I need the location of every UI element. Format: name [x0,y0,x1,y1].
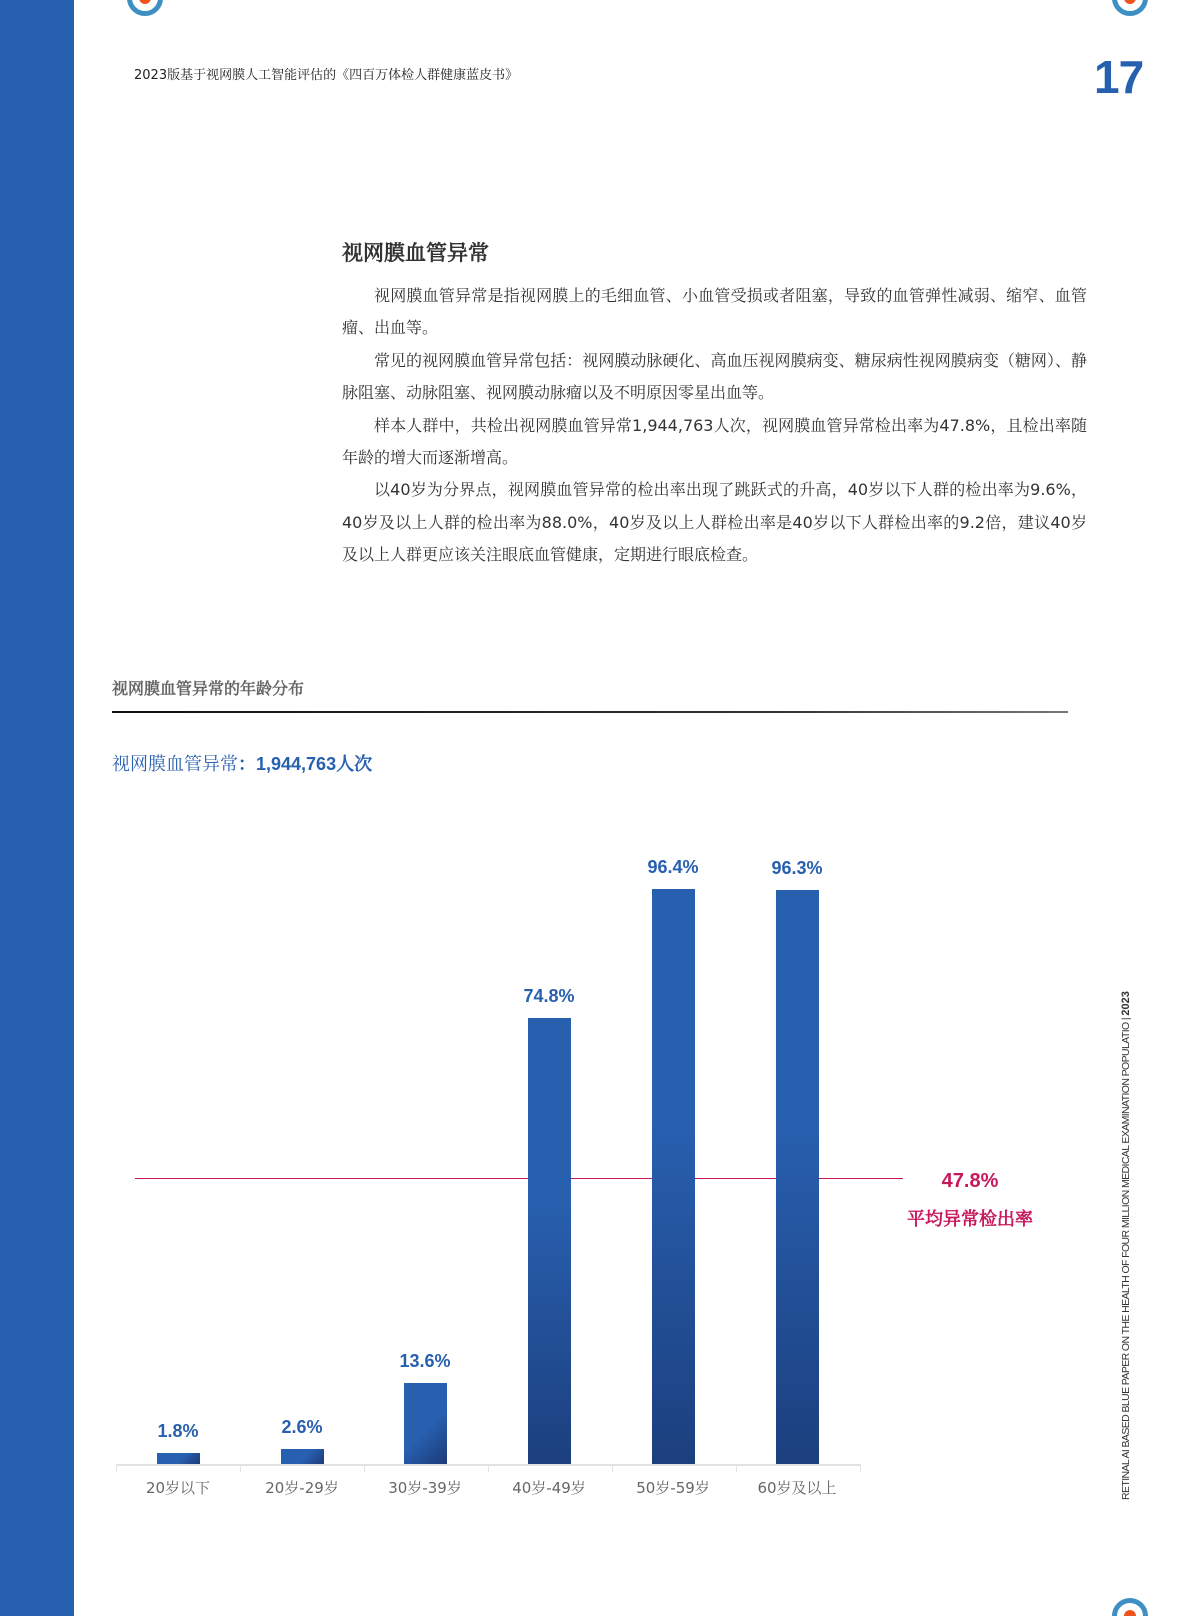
average-reference-line [135,1178,903,1179]
x-axis-category-label: 50岁-59岁 [636,1479,710,1497]
chart-total-label: 视网膜血管异常 [112,754,238,775]
paragraph-types: 常见的视网膜血管异常包括：视网膜动脉硬化、高血压视网膜病变、糖尿病性视网膜病变（糖网）、静脉阻塞、动脉阻塞、视网膜动脉瘤以及不明原因零星出血等。 [342,350,1087,403]
bar-0 [157,1453,200,1464]
bar-value-label: 2.6% [281,1416,323,1437]
x-axis-line [116,1464,860,1466]
x-axis-category-label: 40岁-49岁 [512,1479,586,1497]
average-value-label: 47.8% [941,1170,999,1192]
paragraph-sample-stats: 样本人群中，共检出视网膜血管异常1,944,763人次，视网膜血管异常检出率为47.8%，且检出率随年龄的增大而逐渐增高。 [342,415,1087,468]
bar-4 [652,889,695,1464]
x-axis-category-label: 60岁及以上 [757,1479,837,1497]
x-axis-category-label: 20岁以下 [145,1479,211,1497]
x-axis-tick [364,1464,365,1472]
bar-2 [404,1383,447,1464]
bar-value-label: 96.4% [647,857,699,878]
bar-1 [281,1449,324,1464]
chart-total [112,750,372,776]
decorative-ring-icon-top-right [1112,0,1148,16]
side-text-separator: | [1120,1017,1132,1021]
paragraph-definition: 视网膜血管异常是指视网膜上的毛细血管、小血管受损或者阻塞，导致的血管弹性减弱、缩窄、血管瘤、出血等。 [342,286,1087,338]
bar-5 [776,890,819,1464]
side-text-main: RETINAL AI BASED BLUE PAPER ON THE HEALTH OF FOUR MILLION MEDICAL EXAMINATION POPULATIO [1120,1022,1132,1500]
left-blue-sidebar [0,0,74,1616]
x-axis-tick [612,1464,613,1472]
chart-total-colon: ： [238,754,256,775]
side-text-year: 2023 [1120,991,1132,1016]
average-rate-label: 平均异常检出率 [907,1209,1033,1230]
section-title: 视网膜血管异常 [342,241,489,265]
x-axis-category-label: 20岁-29岁 [265,1479,339,1497]
chart-total-value: 1,944,763人次 [256,754,373,774]
decorative-ring-icon-top-left [127,0,163,16]
bar-value-label: 13.6% [399,1350,451,1371]
running-header-title: 2023版基于视网膜人工智能评估的《四百万体检人群健康蓝皮书》 [134,68,519,83]
bar-3 [528,1018,571,1464]
bar-value-label: 96.3% [771,858,823,879]
paragraph-age-threshold: 以40岁为分界点，视网膜血管异常的检出率出现了跳跃式的升高，40岁以下人群的检出率为9.6%，40岁及以上人群的检出率为88.0%，40岁及以上人群检出率是40岁以下人群检出率的9.2倍，建议40岁及以上人群更应该关注眼底血管健康，定期进行眼底检查。 [342,480,1087,565]
decorative-ring-icon-bottom-right [1112,1598,1148,1616]
page-number: 17 [1094,51,1144,103]
x-axis-tick [736,1464,737,1472]
x-axis-tick [860,1464,861,1472]
bar-value-label: 1.8% [157,1421,199,1442]
bar-value-label: 74.8% [523,986,575,1007]
x-axis-tick [116,1464,117,1472]
chart-divider [112,711,1068,713]
chart-heading: 视网膜血管异常的年龄分布 [112,679,305,698]
x-axis-category-label: 30岁-39岁 [388,1479,462,1497]
body-text [342,280,1087,572]
vertical-side-text [1120,991,1132,1500]
x-axis-tick [488,1464,489,1472]
x-axis-tick [240,1464,241,1472]
